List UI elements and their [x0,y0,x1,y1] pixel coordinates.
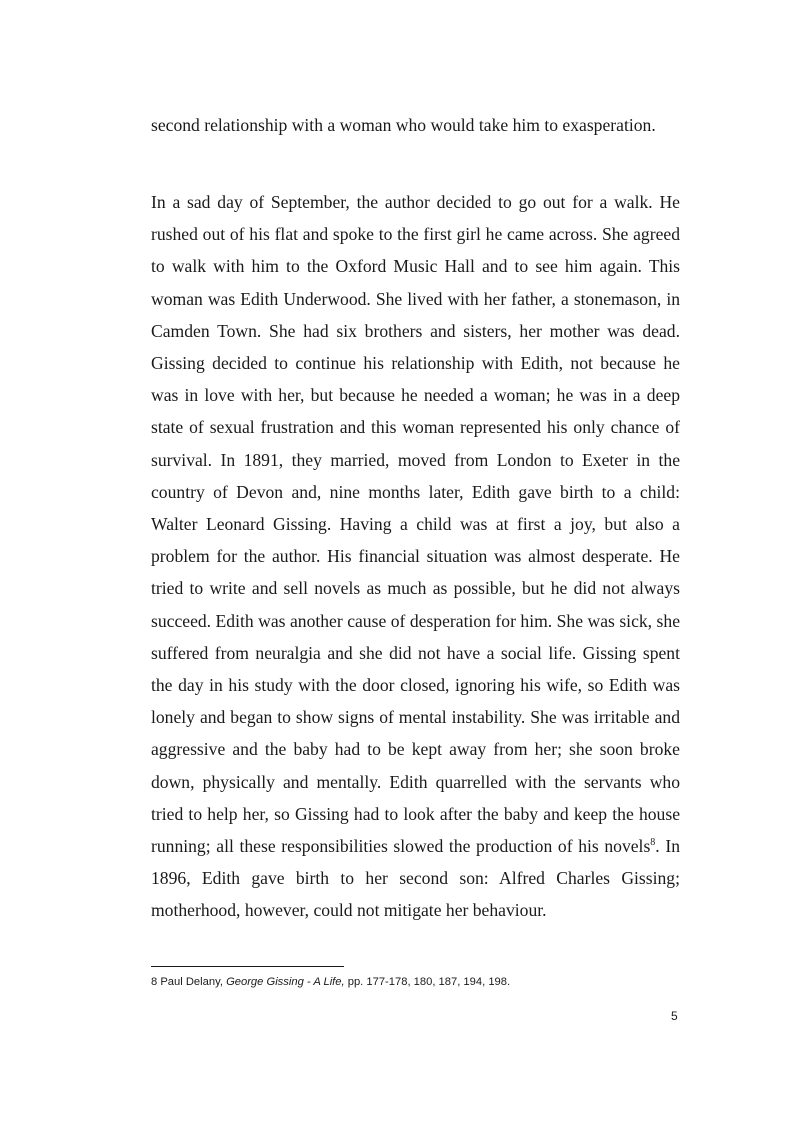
footnote-reference: 8 [650,837,656,849]
paragraph-2-text: In a sad day of September, the author decided to go out for a walk. He rushed out of his flat and spoke to the first girl he came across. She agreed to walk with him to the Oxford Music Hall and to see him again. This woman was Edith Underwood. She lived with her father, a stonemason, in Camden Town. She had six brothers and sisters, her mother was dead. Gissing decided to continue his relationship with Edith, not because he was in love with her, but because he needed a woman; he was in a deep state of sexual frustration and this woman represented his only chance of survival. In 1891, they married, moved from London to Exeter in the country of Devon and, nine months later, Edith gave birth to a child: Walter Leonard Gissing. Having a child was at first a joy, but also a problem for the author. His financial situation was almost desperate. He tried to write and sell novels as much as possible, but he did not always succeed. Edith was another cause of desperation for him. She was sick, she suffered from neuralgia and she did not have a social life. Gissing spent the day in his study with the door closed, ignoring his wife, so Edith was lonely and began to show signs of mental instability. She was irritable and aggressive and the baby had to be kept away from her; she soon broke down, physically and mentally. Edith quarrelled with the servants who tried to help her, so Gissing had to look after the baby and keep the house running; all these responsibilities slowed the production of his novels [151,192,680,857]
paragraph-2-continuation: . In 1896, Edith gave birth to her second son: Alfred Charles Gissing; motherhood, however, could not mitigate her behaviour. [151,836,680,921]
footnote-pages: pp. 177-178, 180, 187, 194, 198. [347,976,511,988]
footnote-title: George Gissing - A Life, [226,976,345,988]
footnote-divider [151,966,344,967]
footnote-author: Paul Delany, [160,976,223,988]
paragraph-1: second relationship with a woman who would take him to exasperation. [151,115,656,135]
footnote [151,974,510,990]
footnote-number: 8 [151,976,158,988]
paragraph-2 [151,186,680,927]
page-number: 5 [671,1009,678,1023]
